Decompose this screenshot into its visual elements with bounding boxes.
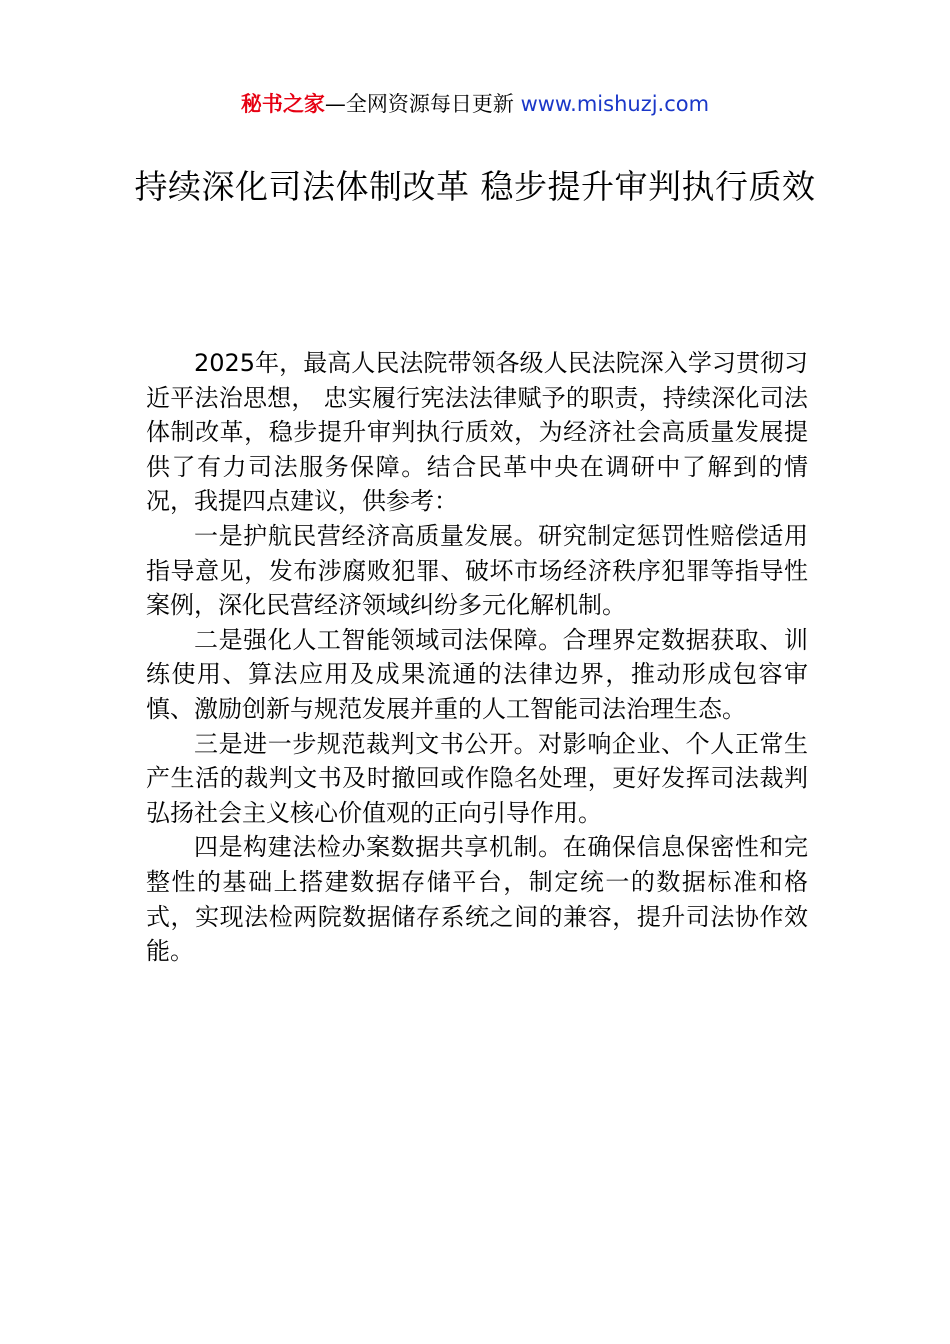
paragraph-suggestion-4: 四是构建法检办案数据共享机制。在确保信息保密性和完整性的基础上搭建数据存储平台，制定统一的数据标准和格式，实现法检两院数据储存系统之间的兼容，提升司法协作效能。 — [146, 833, 808, 966]
paragraph-suggestion-2: 二是强化人工智能领域司法保障。合理界定数据获取、训练使用、算法应用及成果流通的法律边界，推动形成包容审慎、激励创新与规范发展并重的人工智能司法治理生态。 — [146, 625, 808, 723]
document-title: 持续深化司法体制改革 稳步提升审判执行质效 — [134, 167, 816, 206]
document-body — [146, 346, 808, 969]
paragraph-suggestion-3: 三是进一步规范裁判文书公开。对影响企业、个人正常生产生活的裁判文书及时撤回或作隐名处理，更好发挥司法裁判弘扬社会主义核心价值观的正向引导作用。 — [146, 729, 808, 827]
header-tagline: —全网资源每日更新 — [324, 92, 514, 116]
site-header — [0, 88, 950, 120]
site-url-link[interactable]: www.mishuzj.com — [520, 92, 710, 116]
paragraph-suggestion-1: 一是护航民营经济高质量发展。研究制定惩罚性赔偿适用指导意见，发布涉腐败犯罪、破坏市场经济秩序犯罪等指导性案例，深化民营经济领域纠纷多元化解机制。 — [146, 521, 808, 620]
brand-name: 秘书之家 — [240, 92, 325, 116]
paragraph-intro: 2025年，最高人民法院带领各级人民法院深入学习贯彻习近平法治思想， 忠实履行宪法法律赋予的职责，持续深化司法体制改革，稳步提升审判执行质效，为经济社会高质量发展提供了有力司法服务保障。结合民革中央在调研中了解到的情况，我提四点建议，供参考： — [146, 349, 808, 516]
